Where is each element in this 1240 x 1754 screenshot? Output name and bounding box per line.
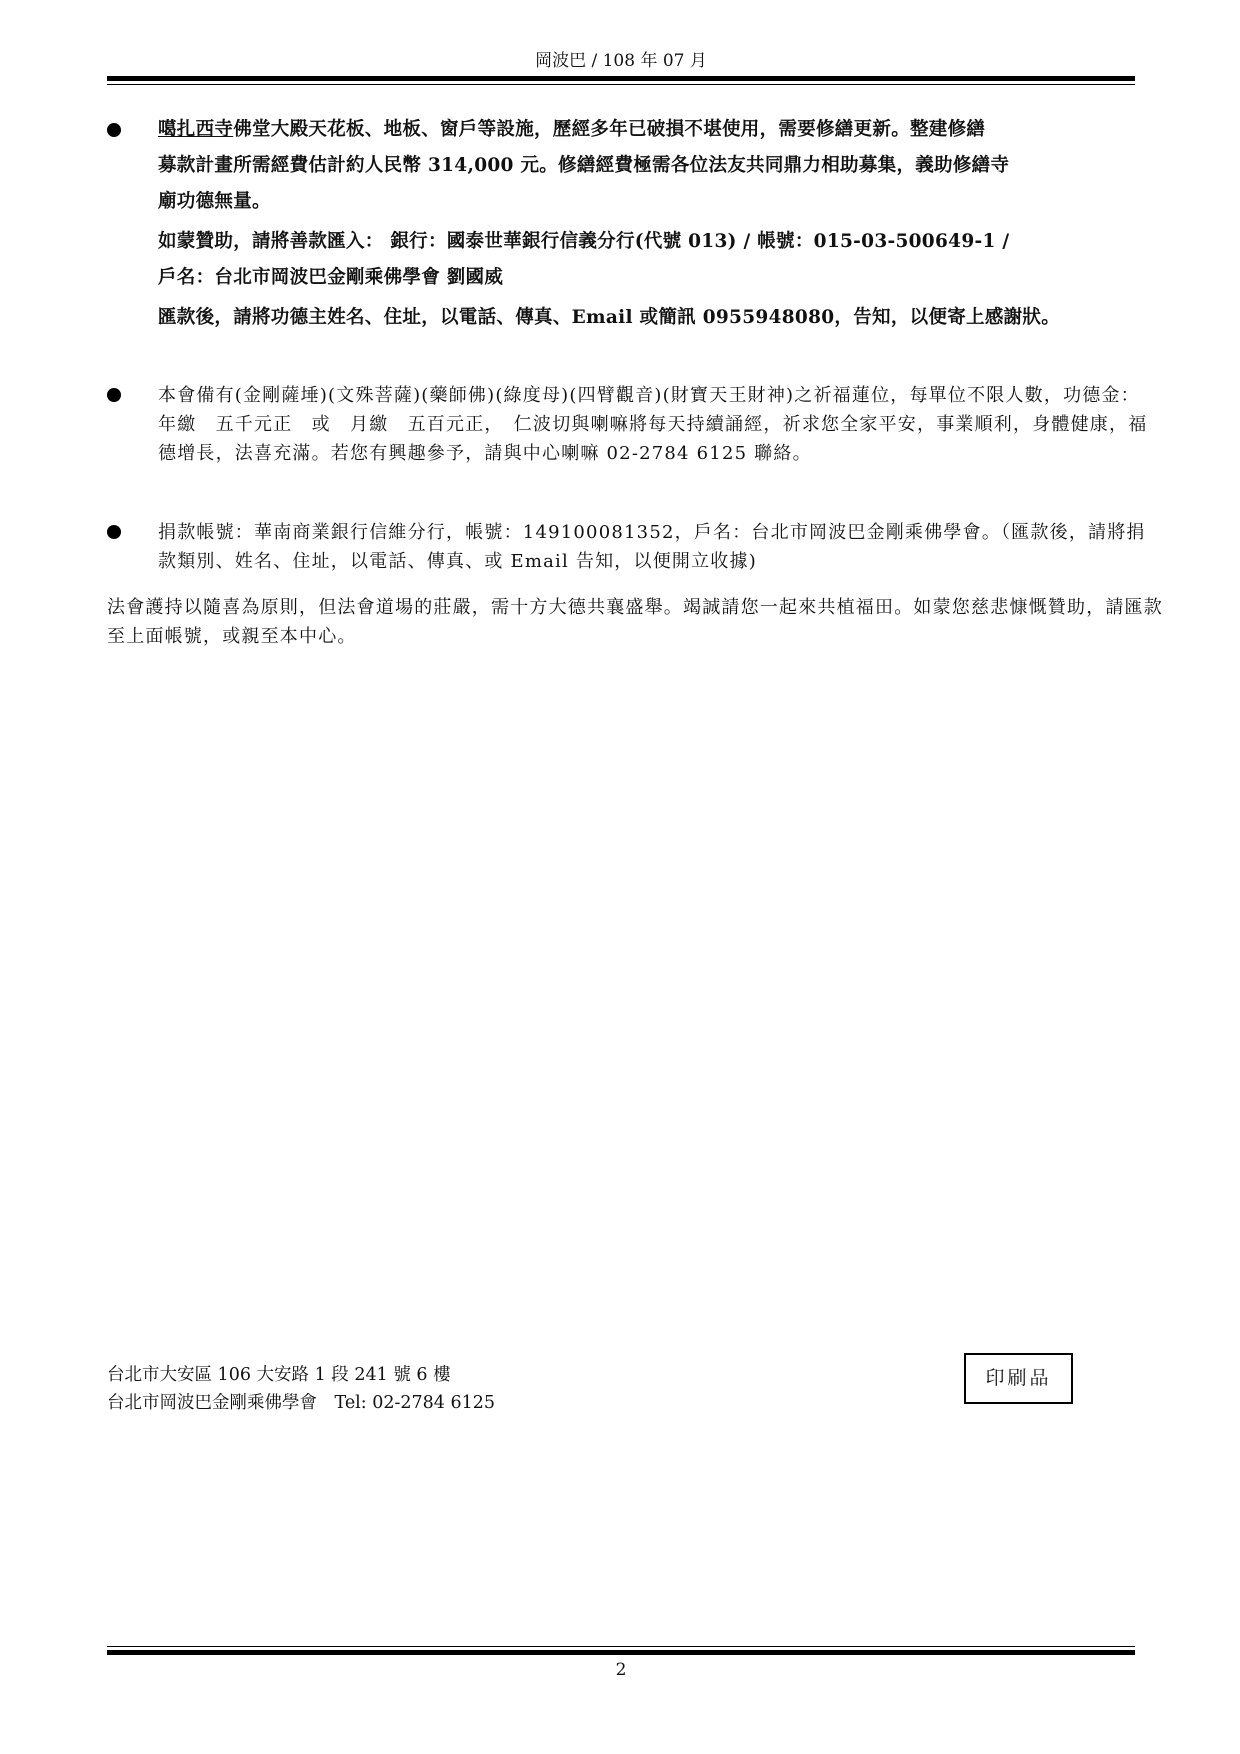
notice-temple-bank-info: 如蒙贊助，請將善款匯入： 銀行：國泰世華銀行信義分行(代號 013) / 帳號：015-03-500649-1 / [158,231,1010,252]
bullet-icon [107,525,121,539]
page-header-title: 岡波巴 / 108 年 07 月 [535,51,707,71]
printed-matter-label: 印刷品 [964,1353,1073,1404]
notice-temple-line-2: 募款計畫所需經費估計約人民幣 314,000 元。修繕經費極需各位法友共同鼎力相助募集，義助修繕寺 [158,155,1010,176]
header-rule-thin [107,84,1135,85]
footer-address-line-2: 台北市岡波巴金剛乘佛學會 Tel: 02-2784 6125 [107,1393,496,1413]
notice-temple-line-1: 噶扎西寺佛堂大殿天花板、地板、窗戶等設施，歷經多年已破損不堪使用，需要修繕更新。整建修繕 [158,119,986,140]
notice-temple-line-3: 廟功德無量。 [158,191,271,212]
footer-rule-thin [107,1646,1135,1647]
page-number: 2 [615,1660,627,1680]
footer-address [107,1361,495,1417]
footer-address-line-1: 台北市大安區 106 大安路 1 段 241 號 6 樓 [107,1365,451,1385]
notice-account-text: 捐款帳號：華南商業銀行信維分行，帳號：149100081352，戶名：台北市岡波巴金剛乘佛學會。（匯款後，請將捐款類別、姓名、住址，以電話、傳真、或 Email 告知，以便開立收據) [158,522,1146,572]
notice-temple-text [158,112,1158,336]
temple-name: 噶扎西寺 [158,119,234,140]
notice-lotus-text: 本會備有(金剛薩埵)(文殊菩薩)(藥師佛)(綠度母)(四臂觀音)(財寶天王財神)之祈福蓮位，每單位不限人數，功德金：年繳 五千元正 或 月繳 五百元正， 仁波切與喇嘛將每天持續誦經，祈求您全家平安，事業順利，身體健康，福德增長，法喜充滿。若您有興趣參予，請與中心喇嘛 02-2784 6125 聯絡。 [158,385,1148,464]
closing-paragraph: 法會護持以隨喜為原則，但法會道場的莊嚴，需十方大德共襄盛舉。竭誠請您一起來共植福田。如蒙您慈悲慷慨贊助，請匯款至上面帳號，或親至本中心。 [107,597,1163,647]
footer-rule-thick [107,1650,1135,1655]
notice-temple-account-name: 戶名：台北市岡波巴金剛乘佛學會 劉國威 [158,267,504,288]
notice-temple-remittance-note: 匯款後，請將功德主姓名、住址，以電話、傳真、Email 或簡訊 0955948080，告知，以便寄上感謝狀。 [158,307,1061,328]
header-rule-thick [107,76,1135,81]
bullet-icon [107,388,121,402]
bullet-icon [107,123,121,137]
